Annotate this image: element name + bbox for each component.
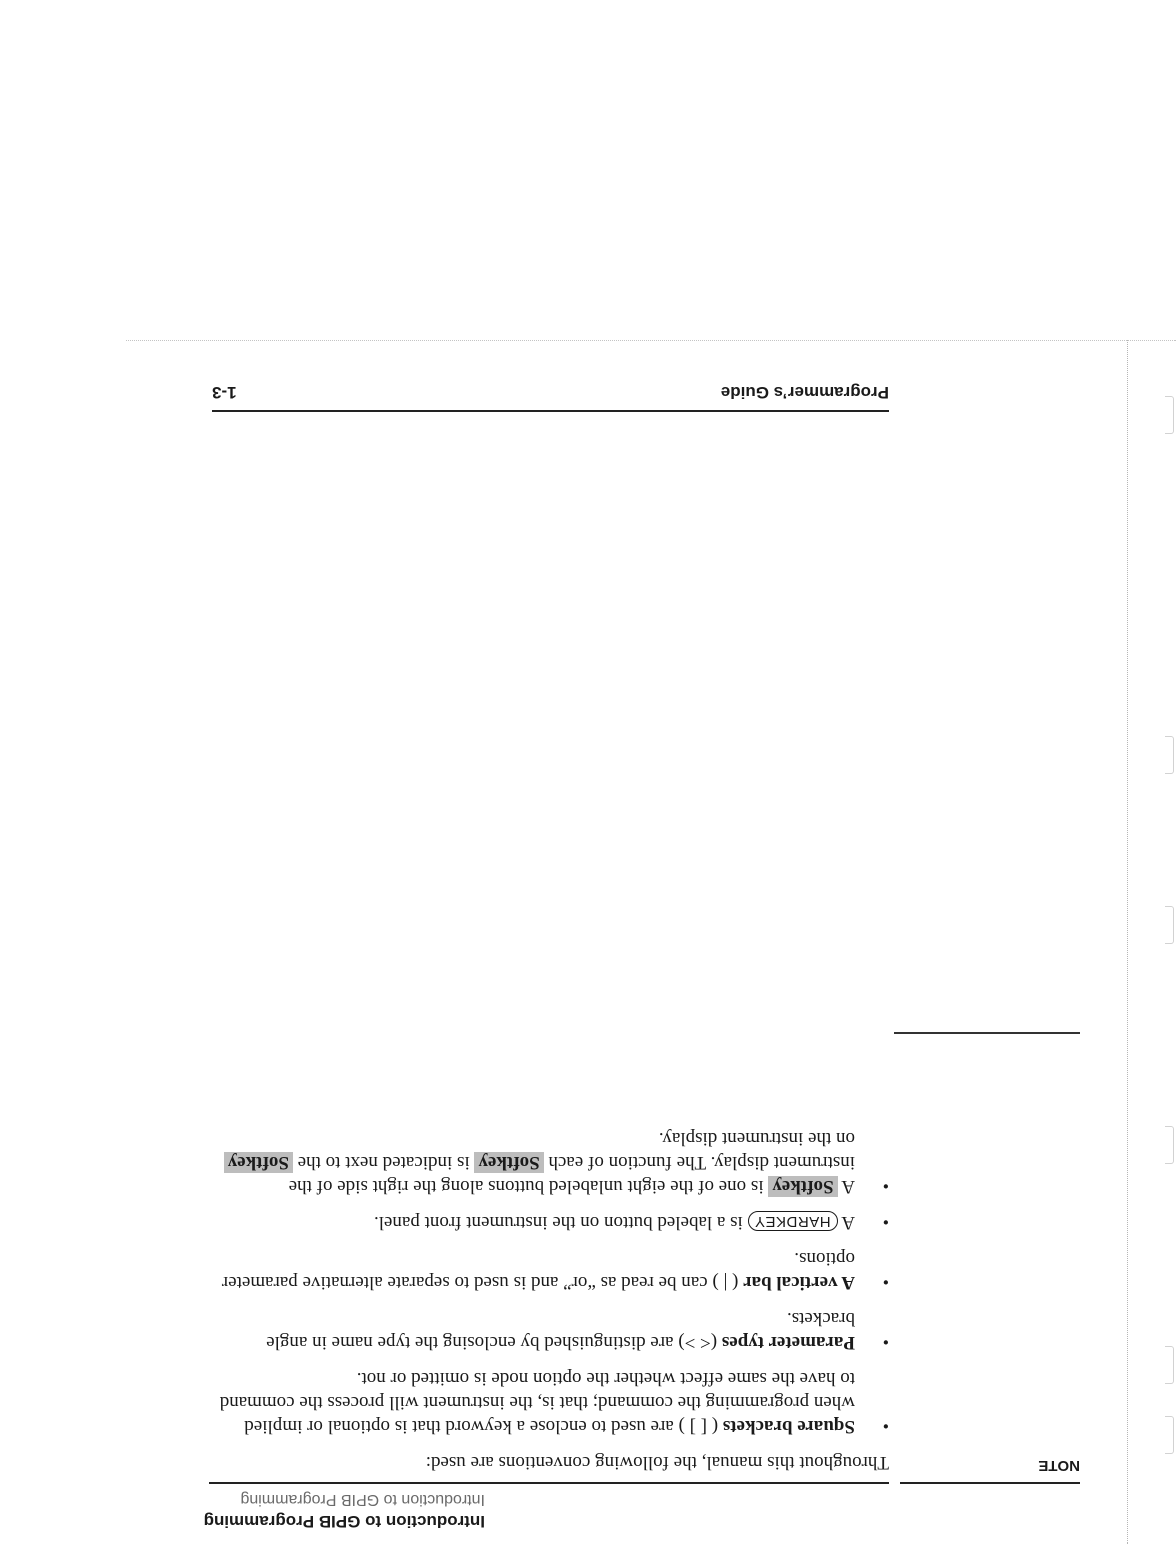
hardkey-example: HARDKEY	[748, 1211, 838, 1231]
prefix: A	[837, 1212, 855, 1233]
binder-tab-mark	[1165, 396, 1174, 434]
note-rule	[894, 1032, 1080, 1034]
term-square-brackets: Square brackets	[722, 1416, 855, 1437]
definition: is indicated next to the	[292, 1152, 475, 1173]
definition: is one of the eight unlabeled buttons along the right side of the instrument display. The function of each	[288, 1152, 855, 1197]
binder-tab-mark	[1165, 1346, 1174, 1384]
binder-tab-mark	[1165, 736, 1174, 774]
definition: can be read as “or” and is used to separate alternative parameter options.	[221, 1248, 855, 1293]
softkey-example: Softkey	[224, 1152, 293, 1173]
prefix: A	[837, 1176, 855, 1197]
symbol: (< >)	[673, 1332, 722, 1353]
definition: are used to enclose a keyword that is optional or implied when programming the command; that is, the instrument will process the command to have the same effect whether the option node is omitted or not.	[219, 1368, 855, 1437]
symbol: ( [ ] )	[673, 1416, 723, 1437]
binder-tab-mark	[1165, 1126, 1174, 1164]
list-item	[209, 1306, 889, 1354]
softkey-example: Softkey	[768, 1176, 837, 1197]
definition: on the instrument display.	[658, 1128, 855, 1149]
scan-edge-top	[126, 340, 1176, 341]
intro-paragraph: Throughout this manual, the following conventions are used:	[425, 1452, 889, 1473]
page-number: 1-3	[212, 383, 237, 402]
binder-tab-mark	[1165, 906, 1174, 944]
chapter-title-bleed: Introduction to GPIB Programming	[240, 1491, 485, 1508]
list-item	[209, 1366, 889, 1438]
term-vertical-bar: A vertical bar	[743, 1272, 855, 1293]
chapter-title: Introduction to GPIB Programming	[203, 1512, 485, 1531]
symbol: ( | )	[707, 1272, 744, 1293]
softkey-example: Softkey	[474, 1152, 543, 1173]
scan-edge-left	[1127, 340, 1128, 1544]
definition: is a labeled button on the instrument front panel.	[373, 1212, 748, 1233]
footer-title: Programmer’s Guide	[720, 383, 889, 402]
term-parameter-types: Parameter types	[721, 1332, 855, 1353]
conventions-section	[209, 1114, 889, 1484]
page-footer	[212, 382, 889, 412]
note-label: NOTE	[900, 1457, 1080, 1484]
conventions-list	[209, 1126, 889, 1438]
definition: are distinguished by enclosing the type name in angle brackets.	[266, 1308, 855, 1353]
list-item	[209, 1210, 889, 1234]
list-item	[209, 1246, 889, 1294]
list-item	[209, 1126, 889, 1198]
binder-tab-mark	[1165, 1416, 1174, 1454]
running-header	[185, 1488, 485, 1532]
